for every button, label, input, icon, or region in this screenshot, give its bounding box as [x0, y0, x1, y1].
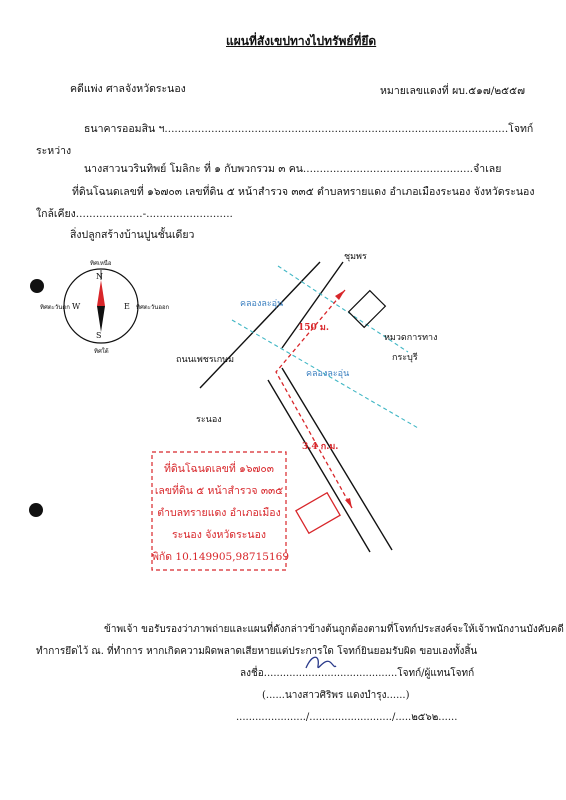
nearby-line: ใกล้เคียง....................-.......................... — [36, 208, 233, 220]
scan-hole-top — [30, 279, 44, 293]
district-label-2: กระบุรี — [392, 353, 418, 363]
highway-label: ถนนเพชรเกษม — [176, 355, 235, 365]
case-number: หมายเลขแดงที่ ผบ.๕๑๗/๒๕๕๗ — [380, 85, 525, 97]
ranong-label: ระนอง — [196, 415, 222, 425]
district-building — [349, 291, 386, 328]
compass-needle-north — [97, 280, 105, 306]
target-land-plot — [296, 493, 340, 534]
signature-line: ลงชื่อ..........................................โจทก์/ผู้แทนโจทก์ — [240, 668, 475, 679]
land-line: ที่ดินโฉนดเลขที่ ๑๖๗๐๓ เลขที่ดิน ๕ หน้าสำรวจ ๓๓๕ ตำบลทรายแดง อำเภอเมืองระนอง จังหวัดระนอง — [72, 186, 535, 198]
page-title: แผนที่สังเขปทางไปทรัพย์ที่ยึด — [226, 34, 377, 48]
plaintiff-line: ธนาคารออมสิน ฯ.......................................................................................................โจทก์ — [84, 123, 534, 135]
land-info-text — [152, 458, 289, 568]
box-line-3: ตำบลทรายแดง อำเภอเมือง — [157, 507, 281, 519]
compass-n: N — [96, 272, 103, 281]
certify-line-2: ทำการยึดไว้ ณ. ที่ทำการ หากเกิดความผิดพลาดเสียหายแต่ประการใด โจทก์ยินยอมรับผิด ขอบเองทั้งสิ้น — [36, 646, 478, 657]
chumphon-label: ชุมพร — [344, 252, 367, 262]
case-court: คดีแพ่ง ศาลจังหวัดระนอง — [70, 83, 186, 95]
side-road — [268, 368, 392, 552]
east-label: ทิศตะวันออก — [136, 304, 170, 311]
building-line: สิ่งปลูกสร้างบ้านปูนชั้นเดียว — [70, 229, 195, 241]
compass-w: W — [72, 302, 81, 311]
compass-e: E — [124, 302, 130, 311]
compass-s: S — [96, 331, 102, 340]
south-label: ทิศใต้ — [94, 348, 109, 355]
between-label: ระหว่าง — [36, 145, 72, 157]
certify-line-1: ข้าพเจ้า ขอรับรองว่าภาพถ่ายและแผนที่ดังกล่าวข้างต้นถูกต้องตามที่โจทก์ประสงค์จะให้เจ้าพนักงานบังคับคดี — [104, 624, 564, 635]
canal-label-2: คลองละอุ่น — [306, 369, 350, 379]
distance-label-2: 3.4 ก.ม. — [302, 442, 339, 452]
compass-needle-south — [97, 306, 105, 332]
west-label: ทิศตะวันตก — [40, 304, 70, 311]
date-line: ....................../........................../.....๒๕๖๒...... — [236, 712, 458, 723]
box-line-5: พิกัด 10.149905,98715169 — [152, 551, 289, 563]
north-label: ทิศเหนือ — [90, 260, 112, 267]
scan-hole-bottom — [29, 503, 43, 517]
canal-label-1: คลองละอุ่น — [240, 299, 284, 309]
box-line-2: เลขที่ดิน ๕ หน้าสำรวจ ๓๓๕ — [154, 485, 284, 497]
handwritten-signature — [300, 650, 340, 674]
box-line-1: ที่ดินโฉนดเลขที่ ๑๖๗๐๓ — [164, 463, 274, 475]
district-label-1: หมวดการทาง — [384, 333, 438, 343]
defendant-line: นางสาวนวรินทิพย์ โมลิกะ ที่ ๑ กับพวกรวม ๓ คน...................................................จำเลย — [84, 163, 502, 175]
name-line: (......นางสาวศิริพร แดงบำรุง......) — [262, 690, 410, 701]
distance-label-1: 150 ม. — [298, 323, 329, 333]
box-line-4: ระนอง จังหวัดระนอง — [171, 529, 267, 541]
